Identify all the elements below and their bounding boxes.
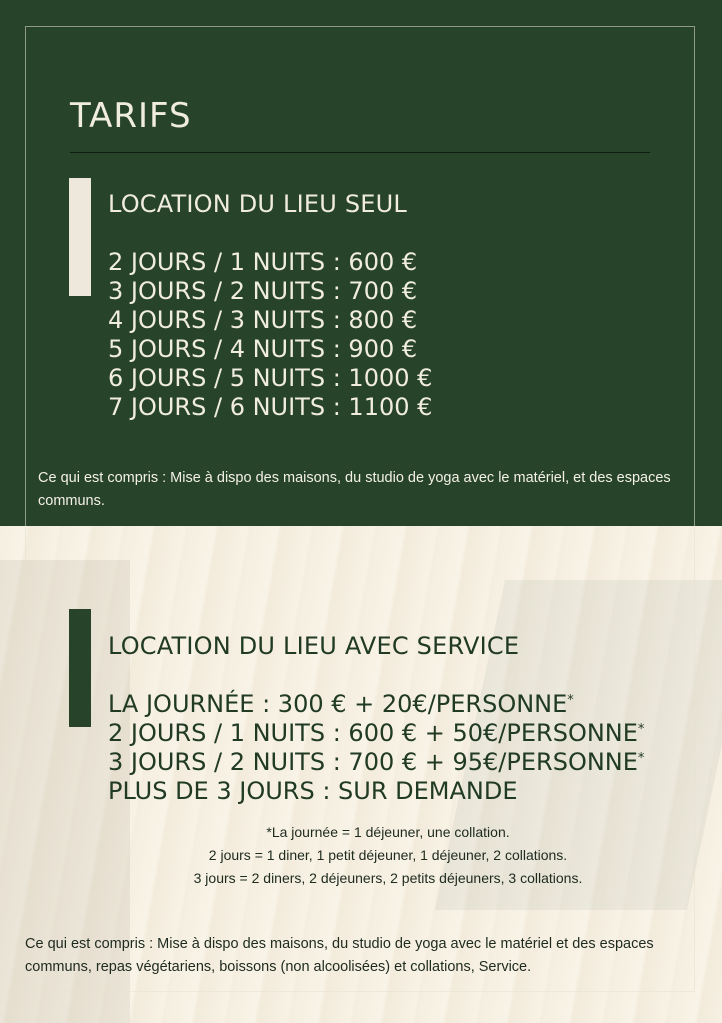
note-line: 2 jours = 1 diner, 1 petit déjeuner, 1 déjeuner, 2 collations.: [208, 847, 568, 863]
price-item: [108, 690, 644, 719]
included-text-lieu-seul: Ce qui est compris : Mise à dispo des maisons, du studio de yoga avec le matériel, et des espaces communs.: [38, 470, 671, 509]
price-list-lieu-seul: [108, 248, 432, 422]
price-item: [108, 777, 644, 806]
price-item: 3 JOURS / 2 NUITS : 700 €: [108, 277, 418, 305]
footnote-marker: *: [637, 722, 645, 737]
price-item-text: LA JOURNÉE : 300 € + 20€/PERSONNE: [108, 690, 568, 718]
price-item: 5 JOURS / 4 NUITS : 900 €: [108, 335, 418, 363]
price-item-text: 2 JOURS / 1 NUITS : 600 € + 50€/PERSONNE: [108, 719, 638, 747]
price-item: 6 JOURS / 5 NUITS : 1000 €: [108, 364, 433, 392]
meal-notes: [100, 821, 676, 890]
page-title: TARIFS: [70, 96, 192, 136]
note-line: 3 jours = 2 diners, 2 déjeuners, 2 petits déjeuners, 3 collations.: [193, 870, 583, 886]
section-accent-bar: [69, 178, 91, 296]
footnote-marker: *: [637, 751, 645, 766]
included-text-avec-service: Ce qui est compris : Mise à dispo des maisons, du studio de yoga avec le matériel et des espaces communs, repas végétariens, boissons (non alcoolisées) et collations, Service.: [25, 936, 654, 975]
section-accent-bar: [69, 609, 91, 727]
price-item-text: 3 JOURS / 2 NUITS : 700 € + 95€/PERSONNE: [108, 748, 638, 776]
price-item: [108, 719, 644, 748]
section-heading-lieu-seul: LOCATION DU LIEU SEUL: [108, 190, 407, 218]
price-item: 7 JOURS / 6 NUITS : 1100 €: [108, 393, 433, 421]
price-item-text: PLUS DE 3 JOURS : SUR DEMANDE: [108, 777, 518, 805]
price-item: [108, 748, 644, 777]
title-divider: [70, 152, 650, 153]
price-item: 4 JOURS / 3 NUITS : 800 €: [108, 306, 418, 334]
footnote-marker: *: [567, 693, 574, 708]
price-item: 2 JOURS / 1 NUITS : 600 €: [108, 248, 418, 276]
price-list-avec-service: [108, 690, 644, 806]
note-line: *La journée = 1 déjeuner, une collation.: [266, 824, 510, 840]
section-heading-avec-service: LOCATION DU LIEU AVEC SERVICE: [108, 632, 520, 660]
